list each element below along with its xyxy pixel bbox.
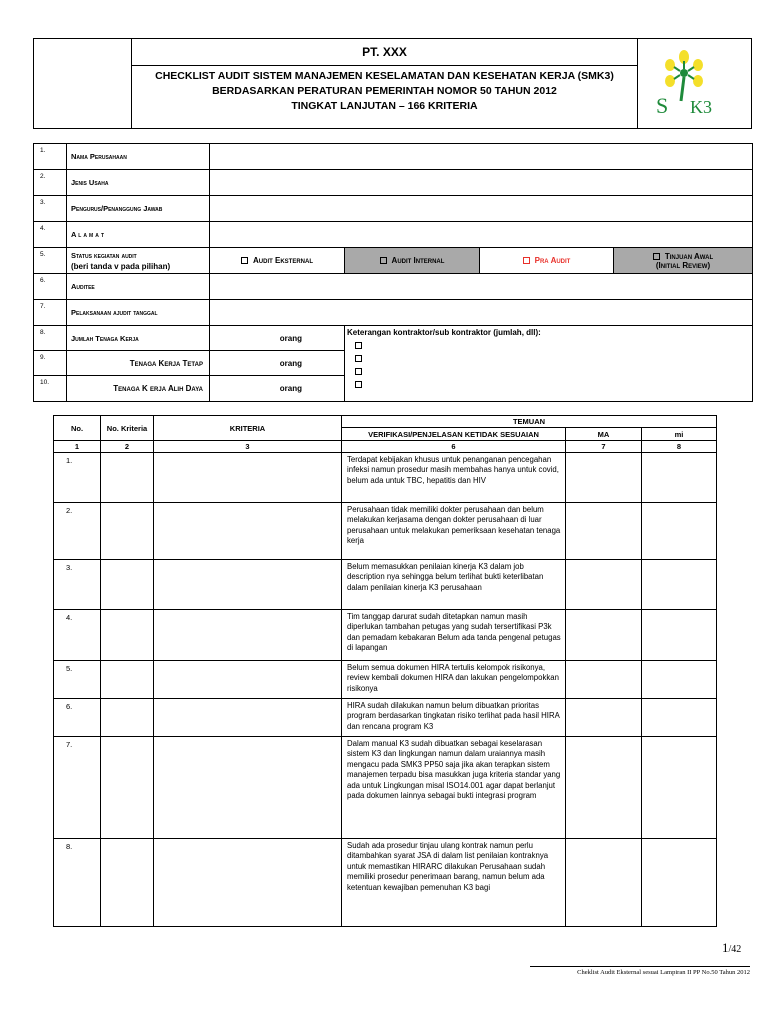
cell-mi[interactable] — [642, 737, 717, 839]
label-tenaga-kerja-tetap: Tenaga Kerja Tetap — [67, 351, 210, 376]
title-line-1: CHECKLIST AUDIT SISTEM MANAJEMEN KESELAMATAN DAN KESEHATAN KERJA (SMK3) — [155, 70, 614, 82]
value-pengurus[interactable] — [210, 196, 753, 222]
cell-verifikasi: Terdapat kebijakan khusus untuk penanganan pencegahan infeksi namun prosedur masih membahas hanya untuk covid, belum ada untuk TBC, hepatitis dan HIV — [342, 453, 566, 503]
checkbox-icon[interactable] — [523, 257, 530, 264]
value-nama-perusahaan[interactable] — [210, 144, 753, 170]
label-jumlah-tenaga-kerja: Jumlah Tenaga Kerja — [67, 326, 210, 351]
keterangan-label: Keterangan kontraktor/sub kontraktor (jumlah, dll): — [347, 328, 541, 337]
info-row-auditee — [34, 274, 753, 300]
table-row — [54, 503, 717, 560]
smk3-logo — [648, 43, 740, 125]
cell-mi[interactable] — [642, 699, 717, 737]
cell-ma[interactable] — [566, 503, 642, 560]
cell-ma[interactable] — [566, 610, 642, 661]
status-label-line-2: (beri tanda v pada pilihan) — [71, 261, 171, 271]
cell-no-kriteria[interactable] — [101, 610, 154, 661]
cell-kriteria[interactable] — [154, 661, 342, 699]
col-number: 7 — [566, 441, 642, 453]
cell-mi[interactable] — [642, 503, 717, 560]
col-header-kriteria: KRITERIA — [154, 416, 342, 441]
unit-orang[interactable]: orang — [210, 351, 345, 376]
col-number: 2 — [101, 441, 154, 453]
cell-no-kriteria[interactable] — [101, 737, 154, 839]
option-pra-audit[interactable]: Pra Audit — [480, 248, 614, 274]
column-number-row — [54, 441, 717, 453]
label-pelaksanaan: Pelaksanaan ajudit tanggal — [67, 300, 210, 326]
row-no: 8. — [54, 839, 101, 927]
value-jenis-usaha[interactable] — [210, 170, 753, 196]
cell-kriteria[interactable] — [154, 503, 342, 560]
row-no: 5. — [54, 661, 101, 699]
col-header-no: No. — [54, 416, 101, 441]
cell-ma[interactable] — [566, 453, 642, 503]
status-label-line-1: Status kegiatan audit — [71, 250, 137, 260]
logo-letter-s: S — [656, 93, 669, 118]
col-number: 8 — [642, 441, 717, 453]
cell-verifikasi: Sudah ada prosedur tinjau ulang kontrak namun perlu ditambahkan syarat JSA di dalam list penilaian kontraknya untuk memastikan HIRARC dilakukan Perusahaan sudah memiliki prosedur penerimaan barang, namun belum ada ketentuan kewajiban pemenuhan K3 bagi — [342, 839, 566, 927]
cell-ma[interactable] — [566, 699, 642, 737]
keterangan-checklist — [347, 337, 752, 391]
header-blank-left — [34, 39, 132, 128]
col-header-verifikasi: VERIFIKASI/PENJELASAN KETIDAK SESUAIAN — [342, 428, 566, 441]
row-no: 1. — [54, 453, 101, 503]
table-row — [54, 699, 717, 737]
header-logo-cell — [637, 39, 751, 128]
cell-verifikasi: Dalam manual K3 sudah dibuatkan sebagai keselarasan sistem K3 dan lingkungan namun dalam uraiannya masih mengacu pada SMK3 PP50 saja jika akan terapkan sistem manajemen terpadu bisa masukkan juga kriteria standar yang ada untuk Lingkungan misal ISO14.001 agar dapat berlanjut pada dokumen lainnya sebagai bukti integrasi program — [342, 737, 566, 839]
info-row-alamat — [34, 222, 753, 248]
table-row — [54, 453, 717, 503]
option-initial-review: (Initial Review) — [655, 260, 711, 270]
keterangan-kontraktor[interactable] — [345, 326, 753, 402]
cell-no-kriteria[interactable] — [101, 839, 154, 927]
option-tinjuan-awal[interactable]: Tinjuan Awal (Initial Review) — [614, 248, 753, 274]
checkbox-icon[interactable] — [355, 368, 362, 375]
label-status-audit — [67, 248, 210, 274]
cell-no-kriteria[interactable] — [101, 560, 154, 610]
cell-verifikasi: Perusahaan tidak memiliki dokter perusahaan dan belum melakukan kerjasama dengan dokter perusahaan di luar perusahaan untuk melakukan pemeriksaan kesehatan tenaga kerja — [342, 503, 566, 560]
checkbox-icon[interactable] — [355, 355, 362, 362]
table-row — [54, 661, 717, 699]
label-tenaga-alih-daya: Tenaga K erja Alih Daya — [67, 376, 210, 402]
cell-no-kriteria[interactable] — [101, 699, 154, 737]
value-alamat[interactable] — [210, 222, 753, 248]
info-row-jumlah-tenaga — [34, 326, 753, 351]
logo-k3: K3 — [690, 97, 712, 117]
cell-mi[interactable] — [642, 453, 717, 503]
cell-no-kriteria[interactable] — [101, 453, 154, 503]
checkbox-icon[interactable] — [355, 342, 362, 349]
cell-mi[interactable] — [642, 560, 717, 610]
title-line-3: TINGKAT LANJUTAN – 166 KRITERIA — [291, 100, 478, 112]
header-row-1 — [54, 416, 717, 428]
cell-kriteria[interactable] — [154, 560, 342, 610]
unit-orang[interactable]: orang — [210, 376, 345, 402]
footer-divider — [530, 966, 750, 967]
table-row — [54, 560, 717, 610]
cell-verifikasi: Belum semua dokumen HIRA tertulis kelompok risikonya, review kembali dokumen HIRA dan lakukan pengelompokkan risikonya — [342, 661, 566, 699]
info-row-nama — [34, 144, 753, 170]
info-row-status — [34, 248, 753, 274]
cell-kriteria[interactable] — [154, 699, 342, 737]
cell-no-kriteria[interactable] — [101, 661, 154, 699]
value-auditee[interactable] — [210, 274, 753, 300]
option-audit-eksternal[interactable]: Audit Eksternal — [210, 248, 345, 274]
company-name: PT. XXX — [132, 39, 637, 66]
checkbox-icon[interactable] — [241, 257, 248, 264]
company-info-table — [33, 143, 753, 402]
col-number: 3 — [154, 441, 342, 453]
label-auditee: Auditee — [67, 274, 210, 300]
cell-no-kriteria[interactable] — [101, 503, 154, 560]
col-header-ma: MA — [566, 428, 642, 441]
cell-verifikasi: Belum memasukkan penilaian kinerja K3 dalam job description nya sehingga belum terlihat bukti keterlibatan dalam penilaian kinerja K3 perusahaan — [342, 560, 566, 610]
col-number: 6 — [342, 441, 566, 453]
row-no: 7. — [54, 737, 101, 839]
option-audit-internal[interactable]: Audit Internal — [345, 248, 480, 274]
label-nama-perusahaan: Nama Perusahaan — [67, 144, 210, 170]
cell-mi[interactable] — [642, 839, 717, 927]
row-number: 3. — [34, 196, 67, 222]
table-row — [54, 610, 717, 661]
checkbox-icon[interactable] — [380, 257, 387, 264]
row-number: 2. — [34, 170, 67, 196]
label-alamat: A l a m a t — [67, 222, 210, 248]
row-number: 4. — [34, 222, 67, 248]
col-header-no-kriteria: No. Kriteria — [101, 416, 154, 441]
table-row — [54, 737, 717, 839]
cell-verifikasi: HIRA sudah dilakukan namun belum dibuatkan prioritas program berdasarkan tingkatan risiko terlihat pada hasil HIRA dan rencana program K3 — [342, 699, 566, 737]
row-no: 3. — [54, 560, 101, 610]
logo-flower-icon — [665, 50, 703, 101]
cell-mi[interactable] — [642, 610, 717, 661]
label-jenis-usaha: Jenis Usaha — [67, 170, 210, 196]
col-header-temuan: TEMUAN — [342, 416, 717, 428]
document-title — [132, 69, 637, 114]
label-pengurus: Pengurus/Penanggung Jawab — [67, 196, 210, 222]
row-no: 4. — [54, 610, 101, 661]
cell-kriteria[interactable] — [154, 453, 342, 503]
cell-kriteria[interactable] — [154, 839, 342, 927]
row-number: 8. — [34, 326, 67, 351]
audit-criteria-table — [53, 415, 717, 927]
row-no: 2. — [54, 503, 101, 560]
row-number: 7. — [34, 300, 67, 326]
checkbox-icon[interactable] — [653, 253, 660, 260]
row-number: 6. — [34, 274, 67, 300]
cell-kriteria[interactable] — [154, 737, 342, 839]
table-row — [54, 839, 717, 927]
checkbox-icon[interactable] — [355, 381, 362, 388]
cell-kriteria[interactable] — [154, 610, 342, 661]
value-pelaksanaan[interactable] — [210, 300, 753, 326]
row-number: 1. — [34, 144, 67, 170]
row-number: 9. — [34, 351, 67, 376]
info-row-pelaksanaan — [34, 300, 753, 326]
cell-verifikasi: Tim tanggap darurat sudah ditetapkan namun masih diperlukan tambahan petugas yang sudah tersertifikasi P3k dan pemadam kebakaran Belum ada tanda pengenal petugas di lapangan — [342, 610, 566, 661]
row-no: 6. — [54, 699, 101, 737]
cell-mi[interactable] — [642, 661, 717, 699]
row-number: 10. — [34, 376, 67, 402]
document-header — [33, 38, 752, 129]
col-header-mi: mi — [642, 428, 717, 441]
cell-ma[interactable] — [566, 560, 642, 610]
page-number: 1/42 — [722, 940, 742, 955]
col-number: 1 — [54, 441, 101, 453]
row-number: 5. — [34, 248, 67, 274]
cell-ma[interactable] — [566, 737, 642, 839]
cell-ma[interactable] — [566, 839, 642, 927]
title-line-2: BERDASARKAN PERATURAN PEMERINTAH NOMOR 50 TAHUN 2012 — [212, 85, 557, 97]
info-row-jenis — [34, 170, 753, 196]
footer-note: Cheklist Audit Eksternal sesuai Lampiran II PP No.50 Tahun 2012 — [577, 969, 750, 976]
cell-ma[interactable] — [566, 661, 642, 699]
unit-orang[interactable]: orang — [210, 326, 345, 351]
info-row-pengurus — [34, 196, 753, 222]
